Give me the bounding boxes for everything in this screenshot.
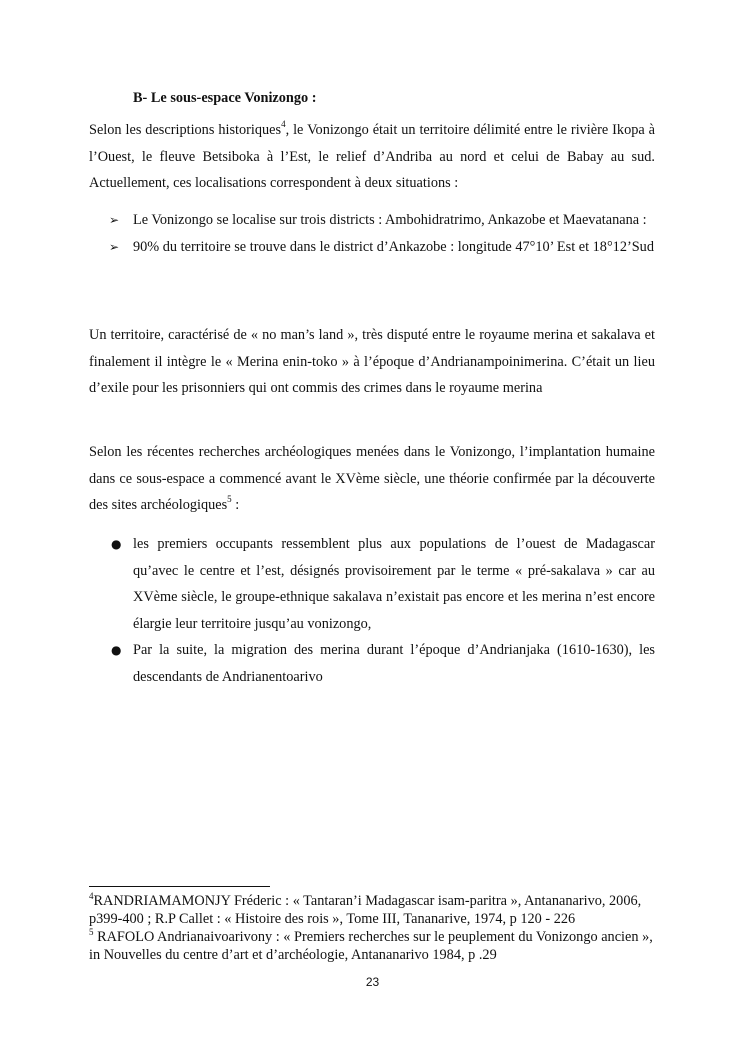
- footnote-4: [89, 892, 655, 928]
- footnote-ref-5[interactable]: 5: [227, 494, 232, 505]
- bullet-icon: ●: [111, 643, 122, 657]
- list-item: [89, 234, 655, 261]
- footnote-number: 4: [89, 891, 94, 902]
- section-heading: B- Le sous-espace Vonizongo :: [133, 90, 317, 106]
- footnote-ref-4[interactable]: 4: [281, 119, 286, 130]
- paragraph-intro: [89, 117, 655, 197]
- footnote-text: RANDRIAMAMONJY Fréderic : « Tantaran’i Madagascar isam-paritra », Antananarivo, 2006, p399-400 ; R.P Callet : « Histoire des rois », Tome III, Tananarive, 1974, p 120 - 226: [89, 893, 642, 927]
- paragraph-research-text: Selon les récentes recherches archéologiques menées dans le Vonizongo, l’implantation humaine dans ce sous-espace a commencé avant le XVème siècle, une théorie confirmée par la découverte des sites archéologiques: [89, 444, 655, 513]
- list-item: [89, 531, 655, 637]
- paragraph-intro-text: Selon les descriptions historiques: [89, 122, 282, 138]
- bullet-list: [89, 531, 655, 690]
- footnote-separator: [89, 886, 270, 887]
- footnote-5: [89, 928, 655, 964]
- footnotes: [89, 892, 655, 964]
- list-item-text: les premiers occupants ressemblent plus aux populations de l’ouest de Madagascar qu’avec le centre et l’est, désignés provisoirement par le terme « pré-sakalava » car au XVème siècle, le groupe-ethnique sakalava n’existait pas encore et les merina n’est encore élargie leur territoire jusqu’au vonizongo,: [133, 536, 655, 632]
- list-item: [89, 207, 655, 234]
- arrow-list: [89, 207, 655, 260]
- page-number: 23: [365, 975, 380, 989]
- list-item: [89, 637, 655, 690]
- list-item-text: Par la suite, la migration des merina durant l’époque d’Andrianjaka (1610-1630), les descendants de Andrianentoarivo: [133, 642, 655, 685]
- footnote-number: 5: [89, 927, 94, 938]
- paragraph-research: [89, 439, 655, 519]
- list-item-text: Le Vonizongo se localise sur trois districts : Ambohidratrimo, Ankazobe et Maevatanana :: [133, 212, 647, 228]
- arrow-bullet-icon: ➢: [109, 213, 120, 227]
- paragraph-intro-text-cont: , le Vonizongo était un territoire délimité entre le rivière Ikopa à l’Ouest, le fleuve Betsiboka à l’Est, le relief d’Andriba au nord et celui de Babay au sud. Actuellement, ces localisations correspondent à deux situations :: [89, 122, 655, 191]
- footnote-text: RAFOLO Andrianaivoarivony : « Premiers recherches sur le peuplement du Vonizongo ancien », in Nouvelles du centre d’art et d’archéologie, Antananarivo 1984, p .29: [89, 929, 653, 963]
- paragraph-territory: Un territoire, caractérisé de « no man’s land », très disputé entre le royaume merina et sakalava et finalement il intègre le « Merina enin-toko » à l’époque d’Andrianampoinimerina. C’était un lieu d’exile pour les prisonniers qui ont commis des crimes dans le royaume merina: [89, 327, 655, 396]
- list-item-text: 90% du territoire se trouve dans le district d’Ankazobe : longitude 47°10’ Est et 18°12’Sud: [133, 238, 654, 255]
- bullet-icon: ●: [111, 537, 122, 551]
- paragraph-research-text-cont: :: [231, 497, 240, 513]
- arrow-bullet-icon: ➢: [109, 239, 120, 254]
